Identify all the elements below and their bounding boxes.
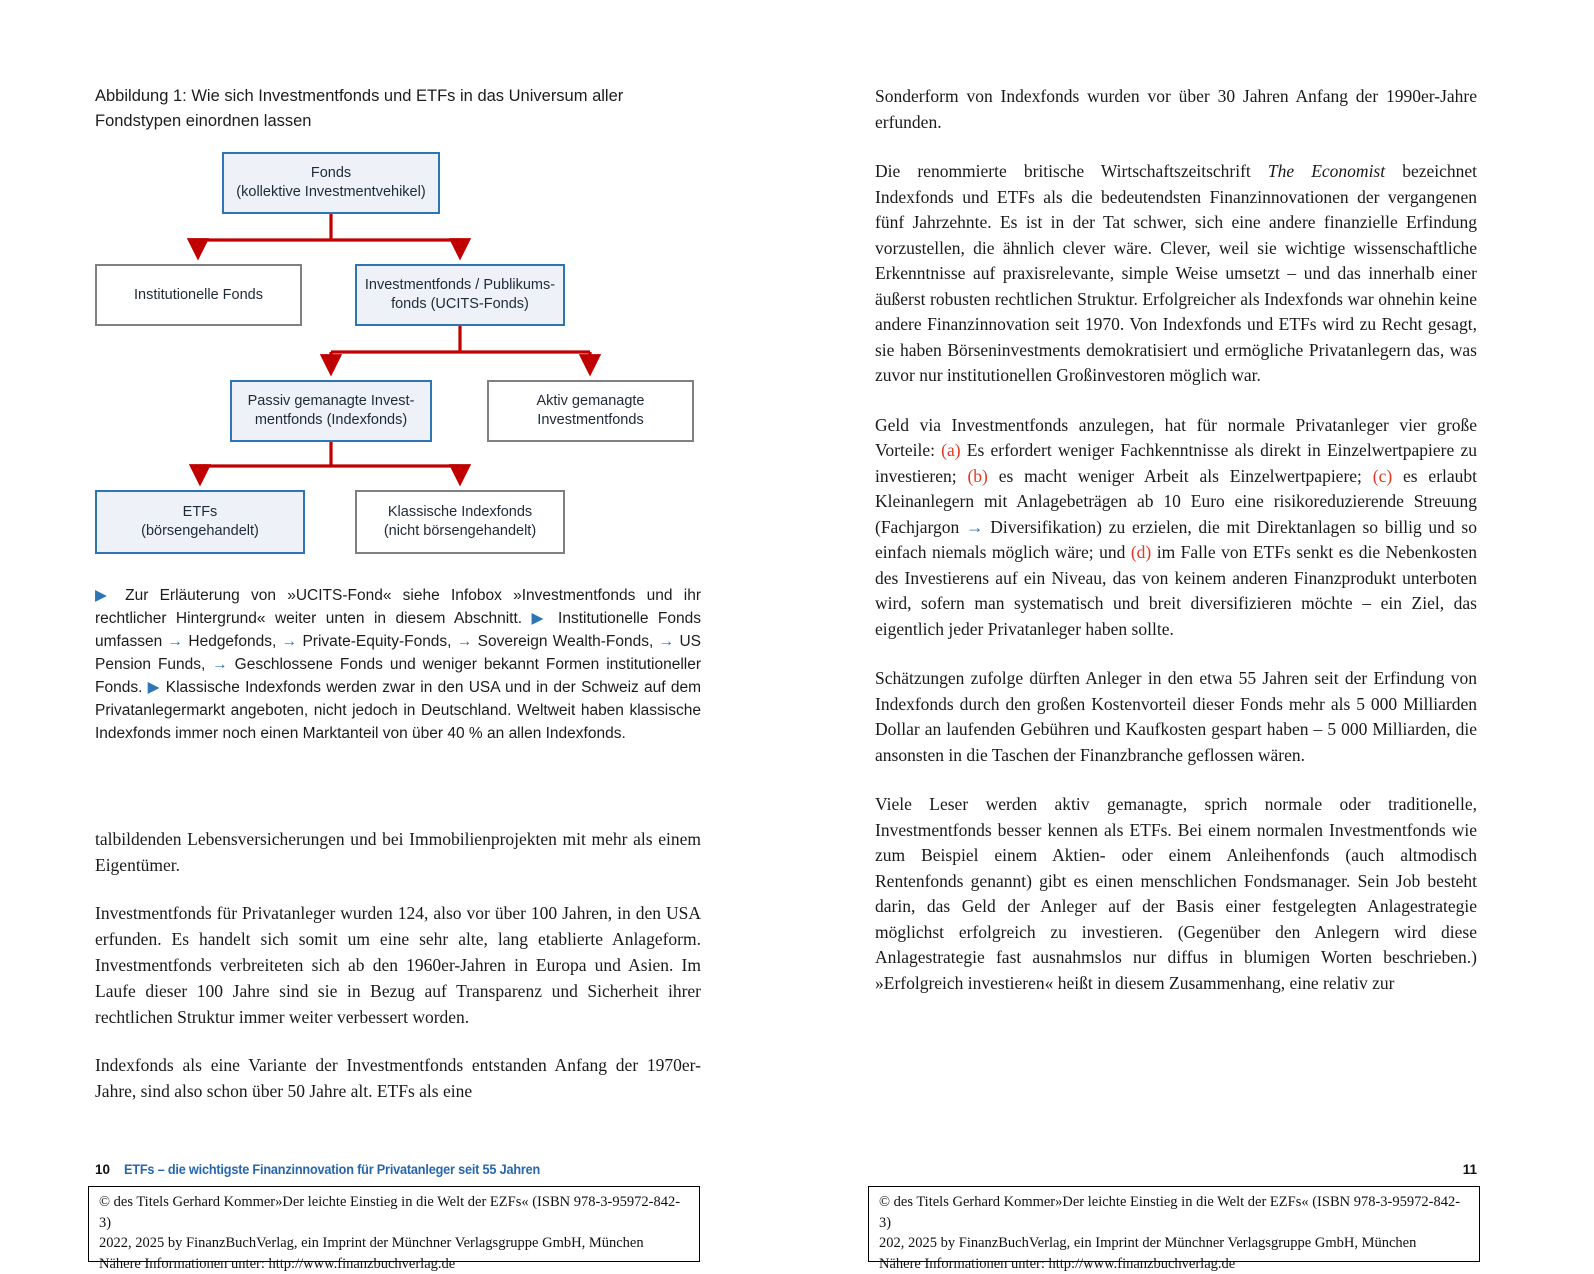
- blue-marker: →: [282, 633, 298, 650]
- box-line: (börsengehandelt): [141, 522, 259, 541]
- text-run: US Pension Funds,: [95, 633, 701, 673]
- text-run: im Falle von ETFs senkt es die Nebenkosten des Investierens auf ein Niveau, das von keinem anderen Finanzprodukt unterboten wird, sofern man systematisch und breit diversifizieren möchte – ein Ziel, das eigentlich jeder Privatanleger haben sollte.: [875, 542, 1477, 639]
- text-run: Schätzungen zufolge dürften Anleger in den etwa 55 Jahren seit der Erfindung von Indexfonds durch den großen Kostenvorteil dieser Fonds mehr als 5 000 Milliarden Dollar an laufenden Gebühren und Kaufkosten gespart haben – 5 000 Milliarden, die ansonsten in die Taschen der Finanzbranche geflossen wären.: [875, 668, 1477, 765]
- box-line: Investmentfonds / Publikums-: [365, 276, 555, 295]
- left-page-body: [95, 826, 701, 1126]
- flowchart-box-ucits-fonds: [355, 264, 565, 326]
- blue-marker: →: [212, 656, 228, 673]
- text-run: Sovereign Wealth-Fonds,: [472, 633, 658, 650]
- copyright-line: © des Titels Gerhard Kommer»Der leichte Einstieg in die Welt der EZFs« (ISBN 978-3-95972-842-3): [879, 1192, 1469, 1233]
- text-run: The Economist: [1268, 161, 1385, 181]
- box-line: Aktiv gemanagte: [536, 392, 644, 411]
- box-line: fonds (UCITS-Fonds): [391, 295, 529, 314]
- body-paragraph: talbildenden Lebensversicherungen und bei Immobilienprojekten mit mehr als einem Eigentümer.: [95, 826, 701, 878]
- figure-caption: Abbildung 1: Wie sich Investmentfonds und ETFs in das Universum aller Fondstypen einordnen lassen: [95, 84, 701, 134]
- flowchart-box-institutionelle-fonds: [95, 264, 302, 326]
- running-chapter-title: ETFs – die wichtigste Finanzinnovation für Privatanleger seit 55 Jahren: [124, 1162, 540, 1177]
- text-run: es macht weniger Arbeit als Einzelwertpapiere;: [988, 466, 1373, 486]
- copyright-box-right: [868, 1186, 1480, 1262]
- box-line: Fonds: [311, 164, 351, 183]
- text-run: Diversifikation) zu erzielen, die mit Direktanlagen so billig und so einfach niemals möglich wäre; und: [875, 517, 1477, 563]
- copyright-line: © des Titels Gerhard Kommer»Der leichte Einstieg in die Welt der EZFs« (ISBN 978-3-95972-842-3): [99, 1192, 689, 1233]
- copyright-line: Nähere Informationen unter: http://www.finanzbuchverlag.de: [99, 1254, 689, 1274]
- blue-marker: →: [457, 633, 473, 650]
- box-line: Institutionelle Fonds: [134, 286, 263, 305]
- page-number-left: 10: [95, 1162, 110, 1177]
- text-run: Geld via Investmentfonds anzulegen, hat für normale Privatanleger vier große Vorteile:: [875, 415, 1477, 461]
- page-number-right: 11: [1463, 1162, 1477, 1177]
- text-run: Viele Leser werden aktiv gemanagte, sprich normale oder traditionelle, Investmentfonds besser kennen als ETFs. Bei einem normalen Investmentfonds wie zum Beispiel einem Aktien- oder einem Anleihenfonds (auch altmodisch Rentenfonds genannt) gibt es einen menschlichen Fondsmanager. Sein Job besteht darin, das Geld der Anleger auf der Basis einer festgelegten Anlagestrategie möglichst erfolgreich zu investieren. (Gegenüber den Anlegern wird diese Anlagestrategie fast ausnahmslos nur diffus in blumigen Worten beschrieben.) »Erfolgreich investieren« heißt in diesem Zusammenhang, eine relativ zur: [875, 794, 1477, 993]
- blue-marker: ▶: [148, 679, 161, 696]
- red-enumeration: (b): [967, 466, 987, 486]
- body-paragraph: [875, 666, 1477, 768]
- box-line: (kollektive Investmentvehikel): [236, 183, 425, 202]
- box-line: Investmentfonds: [537, 411, 643, 430]
- text-run: Die renommierte britische Wirtschaftszeitschrift: [875, 161, 1268, 181]
- red-enumeration: (a): [941, 440, 960, 460]
- blue-marker: ▶: [532, 610, 549, 627]
- fund-types-flowchart: [95, 152, 705, 567]
- text-run: Geschlossene Fonds und weniger bekannt Formen institutioneller Fonds.: [95, 656, 701, 696]
- flowchart-box-passiv-indexfonds: [230, 380, 432, 442]
- copyright-line: Nähere Informationen unter: http://www.finanzbuchverlag.de: [879, 1254, 1469, 1274]
- body-paragraph: [875, 792, 1477, 996]
- right-page-body: [875, 84, 1477, 1020]
- body-paragraph: Investmentfonds für Privatanleger wurden 124, also vor über 100 Jahren, in den USA erfunden. Es handelt sich somit um eine sehr alte, lang etablierte Anlageform. Investmentfonds verbreiteten sich ab den 1960er-Jahren in Europa und Asien. Im Laufe dieser 100 Jahre sind sie in Bezug auf Transparenz und Sicherheit ihrer rechtlichen Struktur immer weiter verbessert worden.: [95, 900, 701, 1030]
- blue-marker: ▶: [95, 587, 114, 604]
- red-enumeration: (d): [1131, 542, 1151, 562]
- text-run: Es erfordert weniger Fachkenntnisse als direkt in Einzelwertpapiere zu investieren;: [875, 440, 1477, 486]
- red-enumeration: (c): [1373, 466, 1392, 486]
- body-paragraph: Indexfonds als eine Variante der Investmentfonds entstanden Anfang der 1970er-Jahre, sind also schon über 50 Jahre alt. ETFs als eine: [95, 1052, 701, 1104]
- flowchart-box-klassische-indexfonds: [355, 490, 565, 554]
- copyright-box-left: [88, 1186, 700, 1262]
- page-footer-right: [875, 1162, 1477, 1177]
- box-line: Klassische Indexfonds: [388, 503, 532, 522]
- blue-marker: →: [966, 517, 984, 537]
- flowchart-box-fonds: [222, 152, 440, 214]
- text-run: es erlaubt Kleinanlegern mit Anlagebeträgen ab 10 Euro eine risikoreduzierende Streuung (Fachjargon: [875, 466, 1477, 537]
- box-line: Passiv gemanagte Invest-: [248, 392, 415, 411]
- flowchart-box-aktiv-investmentfonds: [487, 380, 694, 442]
- text-run: Sonderform von Indexfonds wurden vor über 30 Jahren Anfang der 1990er-Jahre erfunden.: [875, 86, 1477, 132]
- flowchart-box-etfs: [95, 490, 305, 554]
- blue-marker: →: [659, 633, 675, 650]
- box-line: (nicht börsengehandelt): [384, 522, 536, 541]
- text-run: bezeichnet Indexfonds und ETFs als die bedeutendsten Finanzinnovationen der vergangenen fünf Jahrzehnte. Es ist in der Tat schwer, sich eine andere finanzielle Erfindung vorzustellen, die ähnlich clever wäre. Clever, weil sie wichtige wissenschaftliche Erkenntnisse auf praxisrelevante, simple Weise umsetzt – und das innerhalb einer äußerst robusten rechtlichen Struktur. Erfolgreicher als Indexfonds war ohnehin keine andere Finanzinnovation seit 1970. Von Indexfonds und ETFs wird zu Recht gesagt, sie haben Börseninvestments demokratisiert und ermögliche Privatanlegern das, was zuvor nur institutionellen Großinvestoren möglich war.: [875, 161, 1477, 385]
- body-paragraph: [875, 159, 1477, 389]
- body-paragraph: [875, 413, 1477, 643]
- text-run: Hedgefonds,: [183, 633, 282, 650]
- box-line: ETFs: [183, 503, 218, 522]
- blue-marker: →: [168, 633, 184, 650]
- copyright-line: 202, 2025 by FinanzBuchVerlag, ein Imprint der Münchner Verlagsgruppe GmbH, München: [879, 1233, 1469, 1254]
- text-run: Institutionelle Fonds umfassen: [95, 610, 701, 650]
- text-run: Klassische Indexfonds werden zwar in den USA und in der Schweiz auf dem Privatanlegermarkt angeboten, nicht jedoch in Deutschland. Weltweit haben klassische Indexfonds immer noch einen Marktanteil von über 40 % an allen Indexfonds.: [95, 679, 701, 742]
- box-line: mentfonds (Indexfonds): [255, 411, 407, 430]
- text-run: Private-Equity-Fonds,: [297, 633, 457, 650]
- text-run: Zur Erläuterung von »UCITS-Fond« siehe Infobox »Investmentfonds und ihr rechtlicher Hintergrund« weiter unten in diesem Abschnitt.: [95, 587, 701, 627]
- figure-note: [95, 584, 701, 745]
- page-footer-left: [95, 1162, 701, 1177]
- copyright-line: 2022, 2025 by FinanzBuchVerlag, ein Imprint der Münchner Verlagsgruppe GmbH, München: [99, 1233, 689, 1254]
- body-paragraph: [875, 84, 1477, 135]
